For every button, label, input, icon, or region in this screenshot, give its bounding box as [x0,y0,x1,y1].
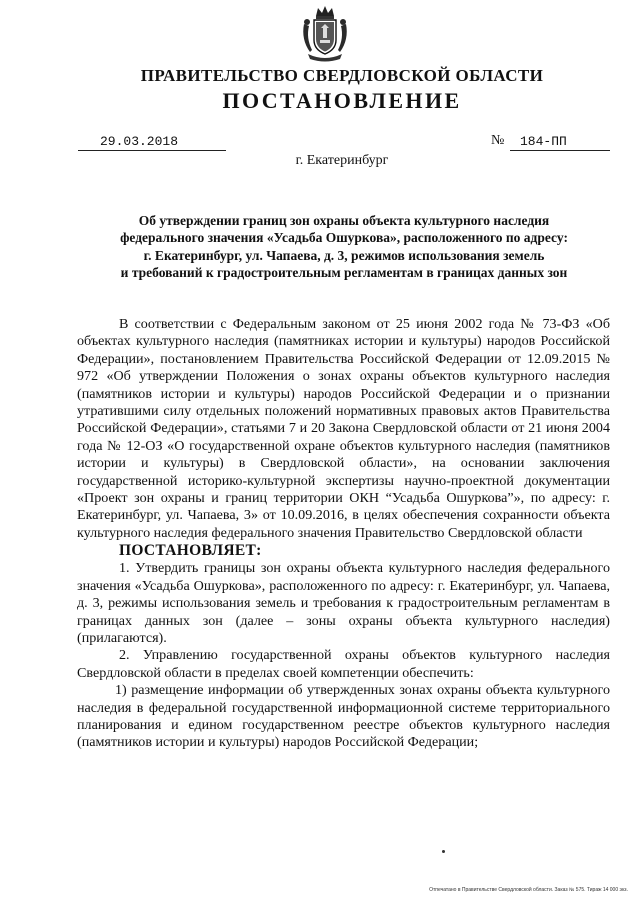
city: г. Екатеринбург [295,153,389,168]
heading-line: г. Екатеринбург, ул. Чапаева, д. 3, режимов использования земель [143,247,545,263]
number-sign: № [491,133,505,148]
document-body [77,316,610,752]
heading-line: федерального значения «Усадьба Ошуркова», расположенного по адресу: [120,230,568,246]
heading-line: Об утверждении границ зон охраны объекта культурного наследия [138,213,550,228]
item-2-paragraph: 2. Управлению государственной охраны объектов культурного наследия Свердловской области в пределах своей компетенции обеспечить: [77,647,610,681]
document-date: 29.03.2018 [100,134,179,149]
document-type: ПОСТАНОВЛЕНИЕ [222,88,462,113]
document-date-field [78,133,226,151]
heading-line: и требований к градостроительным регламентам в границах данных зон [120,264,568,280]
preamble-paragraph: В соответствии с Федеральным законом от 25 июня 2002 года № 73-ФЗ «Об объектах культурного наследия (памятниках истории и культуры) народов Российской Федерации», постановлением Правительства Российской Федерации от 12.09.2015 № 972 «Об утверждении Положения о зонах охраны объектов культурного наследия (памятников истории и культуры) народов Российской Федерации и о признании утратившими силу отдельных положений нормативных правовых актов Правительства Российской Федерации», статьями 7 и 20 Закона Свердловской области от 21 июня 2004 года № 12-ОЗ «О государственной охране объектов культурного наследия (памятников истории и культуры) в Свердловской области», на основании заключения государственной историко-культурной экспертизы научно-проектной документации «Проект зон охраны и границ территории ОКН “Усадьба Ошуркова”», по адресу: г. Екатеринбург, ул. Чапаева, 3» от 10.09.2016, в целях обеспечения сохранности объекта культурного наследия федерального значения Правительство Свердловской области [77,316,610,541]
government-name: ПРАВИТЕЛЬСТВО СВЕРДЛОВСКОЙ ОБЛАСТИ [140,66,544,85]
resolves-heading: ПОСТАНОВЛЯЕТ: [119,542,262,560]
sverdlovsk-coat-of-arms-icon [300,4,350,64]
item-1-paragraph: 1. Утвердить границы зон охраны объекта культурного наследия федерального значения «Усадьба Ошуркова», расположенного по адресу: г. Екатеринбург, ул. Чапаева, д. 3, режимы использования земель и требования к градостроительным регламентам в границах данных зон (далее – зоны охраны объекта культурного наследия) (прилагаются). [77,560,610,646]
document-heading [84,212,604,281]
document-number: 184-ПП [520,134,567,149]
item-2-1-paragraph: 1) размещение информации об утвержденных зонах охраны объекта культурного наследия в федеральной государственной информационной системе территориального планирования и едином государственном реестре объектов культурного наследия (памятников истории и культуры) народов Российской Федерации; [77,682,610,751]
print-note: Отпечатано в Правительстве Свердловской области. Заказ № 575. Тираж 14 000 экз. [429,887,628,893]
document-number-field [510,133,610,151]
stray-mark [442,850,445,853]
